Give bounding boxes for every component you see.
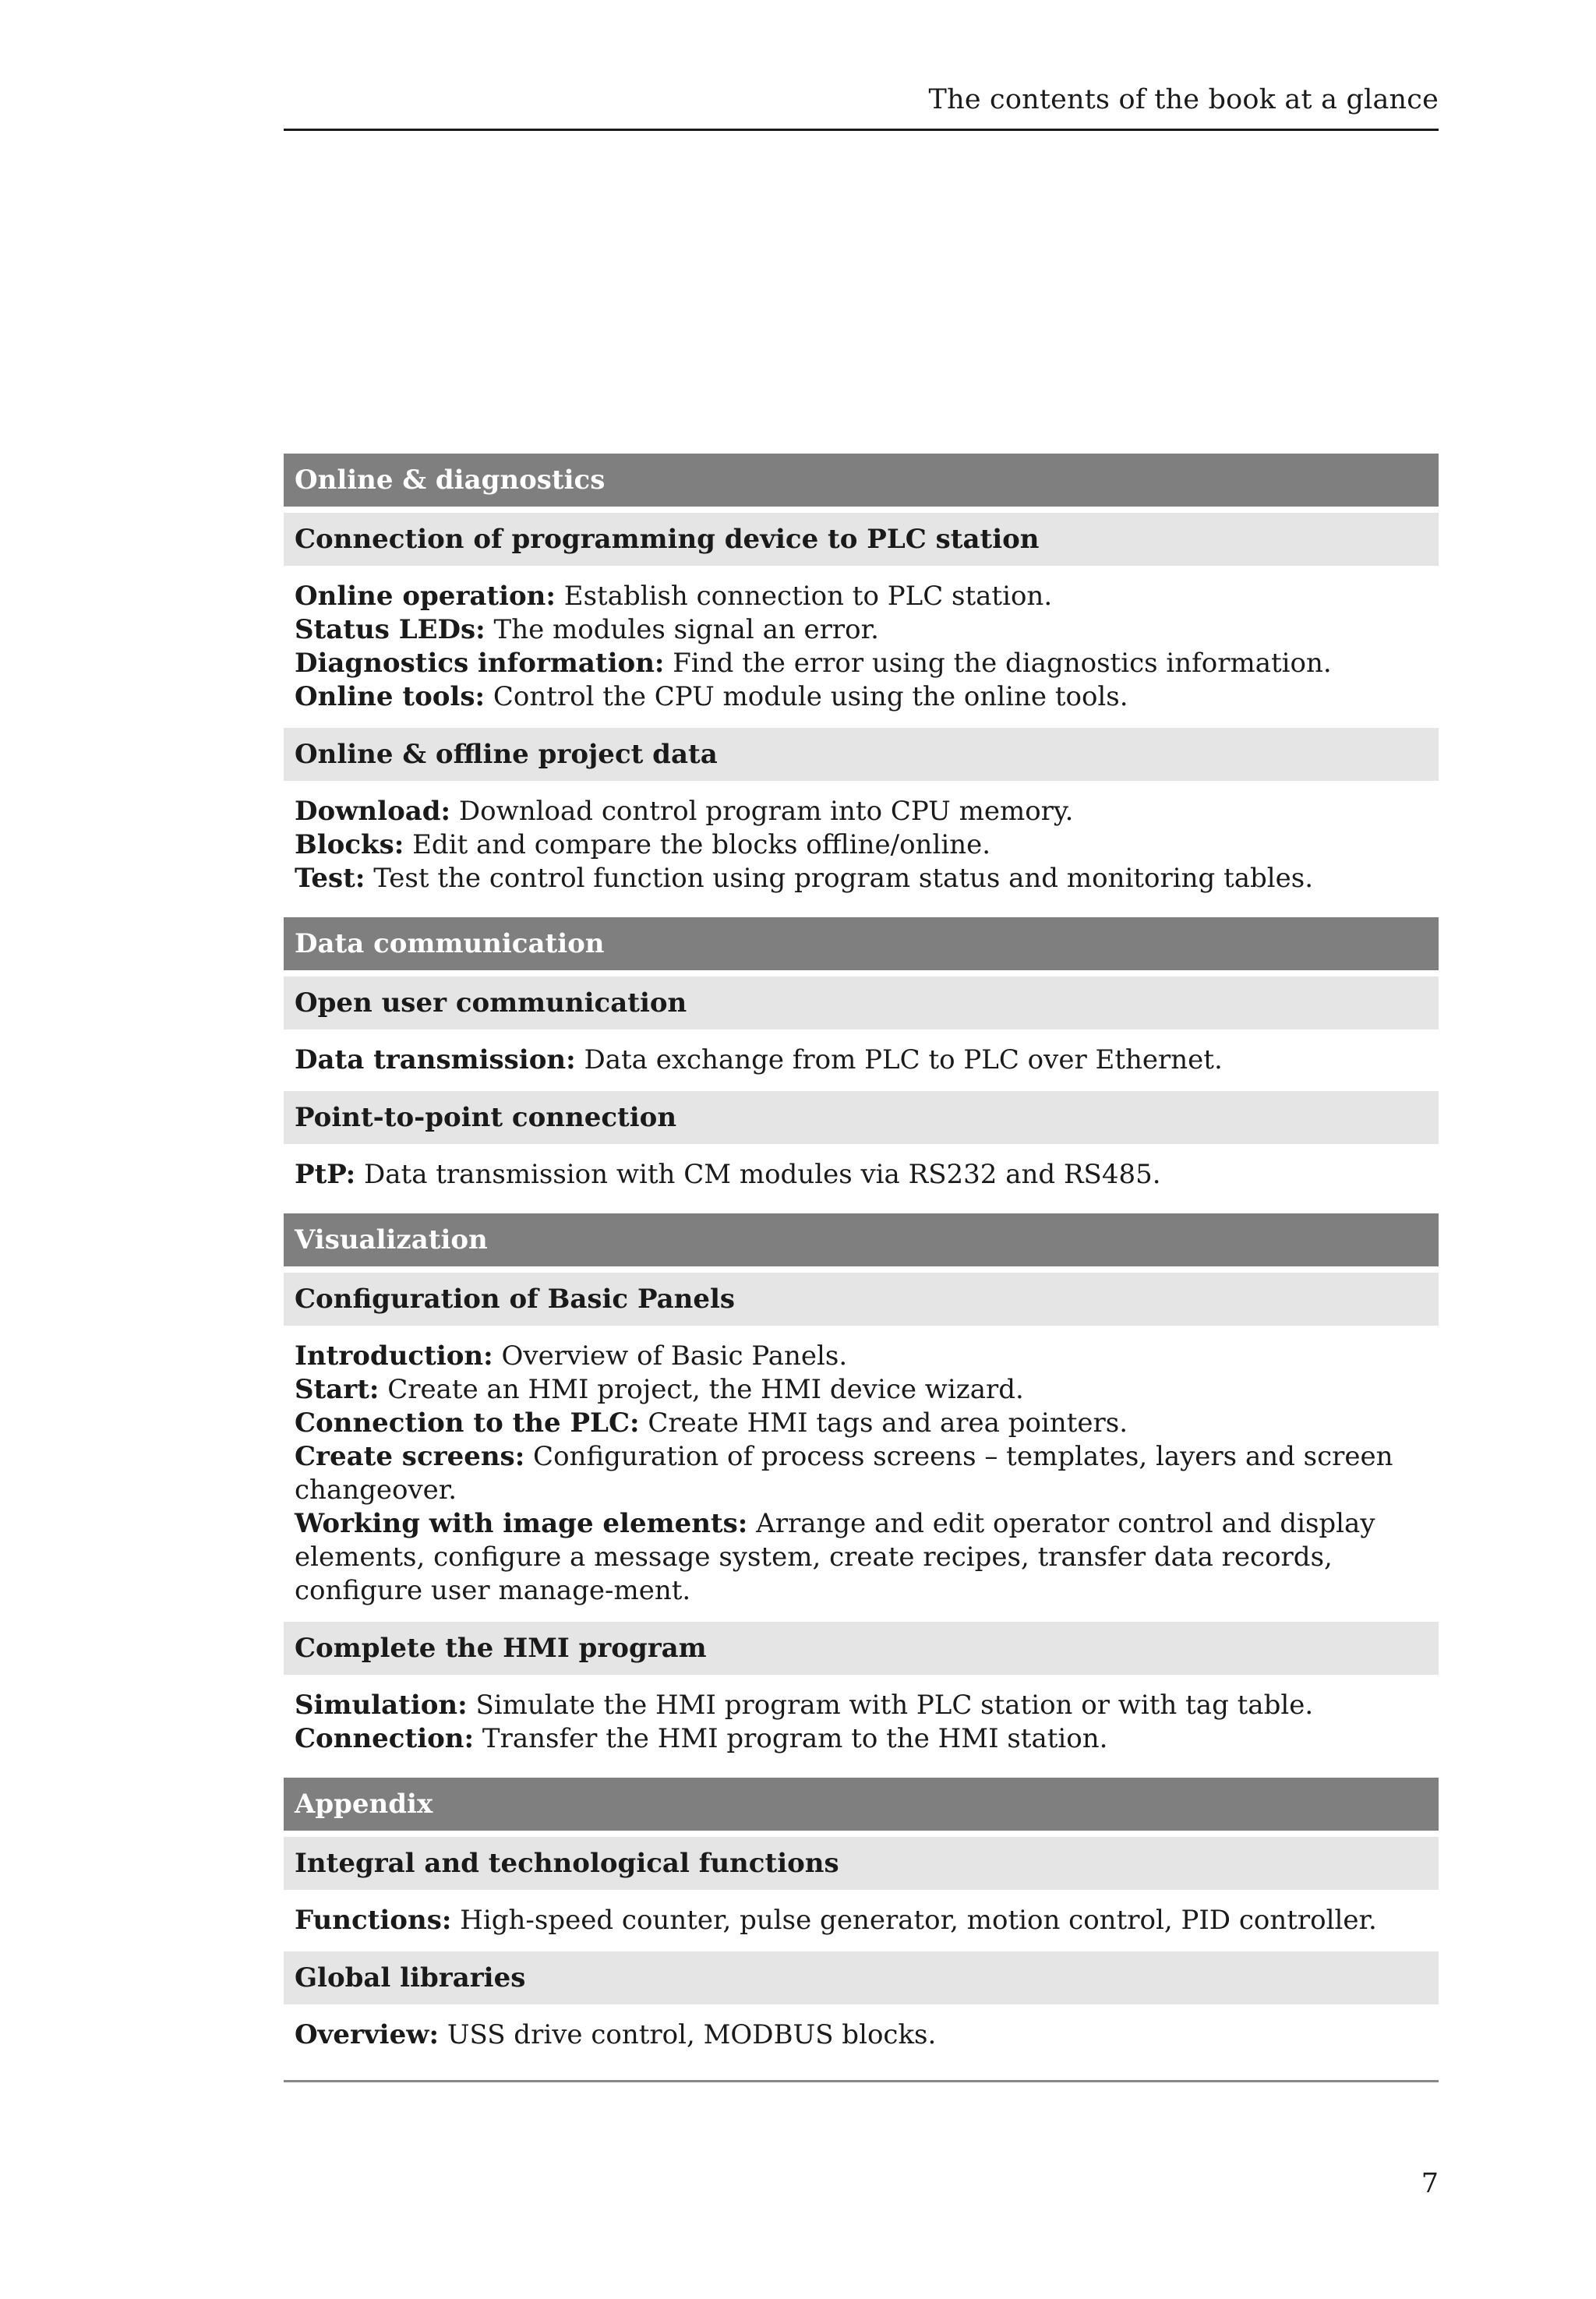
entry-list	[284, 1890, 1439, 1945]
entry-text: Arrange and edit operator control and display elements, configure a message system, create recipes, transfer data records, configure user manage-ment.	[295, 1508, 1375, 1606]
entry-term: Diagnostics information:	[295, 648, 665, 679]
subsection-title: Integral and technological functions	[284, 1837, 1439, 1890]
entry-list	[284, 1326, 1439, 1616]
entry	[295, 1373, 1420, 1407]
entry	[295, 828, 1420, 862]
entry-term: Online tools:	[295, 681, 486, 712]
subsection-title: Connection of programming device to PLC station	[284, 513, 1439, 566]
entry-term: Create screens:	[295, 1441, 525, 1472]
entry	[295, 1044, 1420, 1077]
page-number: 7	[1421, 2168, 1439, 2199]
entry	[295, 1904, 1420, 1937]
entry-text: High-speed counter, pulse generator, motion control, PID controller.	[451, 1905, 1377, 1936]
entry	[295, 613, 1420, 647]
entry-term: Start:	[295, 1374, 380, 1405]
entry-term: Status LEDs:	[295, 614, 486, 645]
entry-list	[284, 1675, 1439, 1764]
entry-text: Establish connection to PLC station.	[555, 581, 1053, 612]
entry-text: Data transmission with CM modules via RS232 and RS485.	[355, 1159, 1161, 1190]
entry-term: PtP:	[295, 1159, 356, 1190]
entry	[295, 680, 1420, 714]
entry-term: Introduction:	[295, 1340, 493, 1372]
entry	[295, 1340, 1420, 1373]
entry	[295, 1407, 1420, 1440]
entry	[295, 647, 1420, 680]
entry	[295, 580, 1420, 613]
entry-term: Connection:	[295, 1723, 475, 1754]
entry-text: Create an HMI project, the HMI device wizard.	[379, 1374, 1024, 1405]
entry-term: Connection to the PLC:	[295, 1407, 640, 1439]
subsection-title: Online & offline project data	[284, 728, 1439, 781]
entry	[295, 795, 1420, 828]
section-title: Data communication	[284, 917, 1439, 970]
entry	[295, 1689, 1420, 1722]
entry	[295, 1440, 1420, 1507]
entry	[295, 1507, 1420, 1608]
entry-text: USS drive control, MODBUS blocks.	[439, 2019, 937, 2050]
entry-term: Functions:	[295, 1905, 452, 1936]
entry-list	[284, 2004, 1439, 2060]
entry-text: Test the control function using program status and monitoring tables.	[365, 863, 1314, 894]
entry-text: Simulate the HMI program with PLC station or with tag table.	[467, 1690, 1314, 1721]
contents-table	[284, 454, 1439, 2082]
entry-text: Data exchange from PLC to PLC over Ethernet.	[575, 1044, 1223, 1075]
entry-text: Overview of Basic Panels.	[493, 1340, 848, 1372]
section-title: Appendix	[284, 1778, 1439, 1831]
running-title: The contents of the book at a glance	[928, 84, 1439, 115]
subsection-title: Point-to-point connection	[284, 1091, 1439, 1144]
entry-list	[284, 1144, 1439, 1199]
entry-term: Data transmission:	[295, 1044, 576, 1075]
entry-term: Overview:	[295, 2019, 440, 2050]
entry-text: The modules signal an error.	[485, 614, 879, 645]
entry	[295, 1158, 1420, 1192]
section-title: Online & diagnostics	[284, 454, 1439, 507]
entry-term: Download:	[295, 796, 451, 827]
subsection-title: Open user communication	[284, 976, 1439, 1029]
section-title: Visualization	[284, 1213, 1439, 1266]
entry-text: Transfer the HMI program to the HMI station.	[474, 1723, 1108, 1754]
entry-term: Test:	[295, 863, 365, 894]
entry-text: Create HMI tags and area pointers.	[639, 1407, 1128, 1439]
entry-term: Blocks:	[295, 829, 404, 860]
entry-list	[284, 566, 1439, 722]
subsection-title: Global libraries	[284, 1951, 1439, 2004]
running-header	[284, 79, 1439, 131]
entry-text: Find the error using the diagnostics information.	[664, 648, 1332, 679]
entry-text: Download control program into CPU memory.	[450, 796, 1074, 827]
entry-text: Edit and compare the blocks offline/online.	[404, 829, 991, 860]
entry-text: Control the CPU module using the online tools.	[485, 681, 1128, 712]
entry-text: Configuration of process screens – templates, layers and screen changeover.	[295, 1441, 1393, 1506]
subsection-title: Complete the HMI program	[284, 1622, 1439, 1675]
entry	[295, 862, 1420, 895]
entry-list	[284, 1029, 1439, 1085]
entry	[295, 2018, 1420, 2052]
entry-term: Working with image elements:	[295, 1508, 748, 1539]
entry-list	[284, 781, 1439, 903]
subsection-title: Configuration of Basic Panels	[284, 1273, 1439, 1326]
entry	[295, 1722, 1420, 1756]
entry-term: Simulation:	[295, 1690, 468, 1721]
entry-term: Online operation:	[295, 581, 556, 612]
